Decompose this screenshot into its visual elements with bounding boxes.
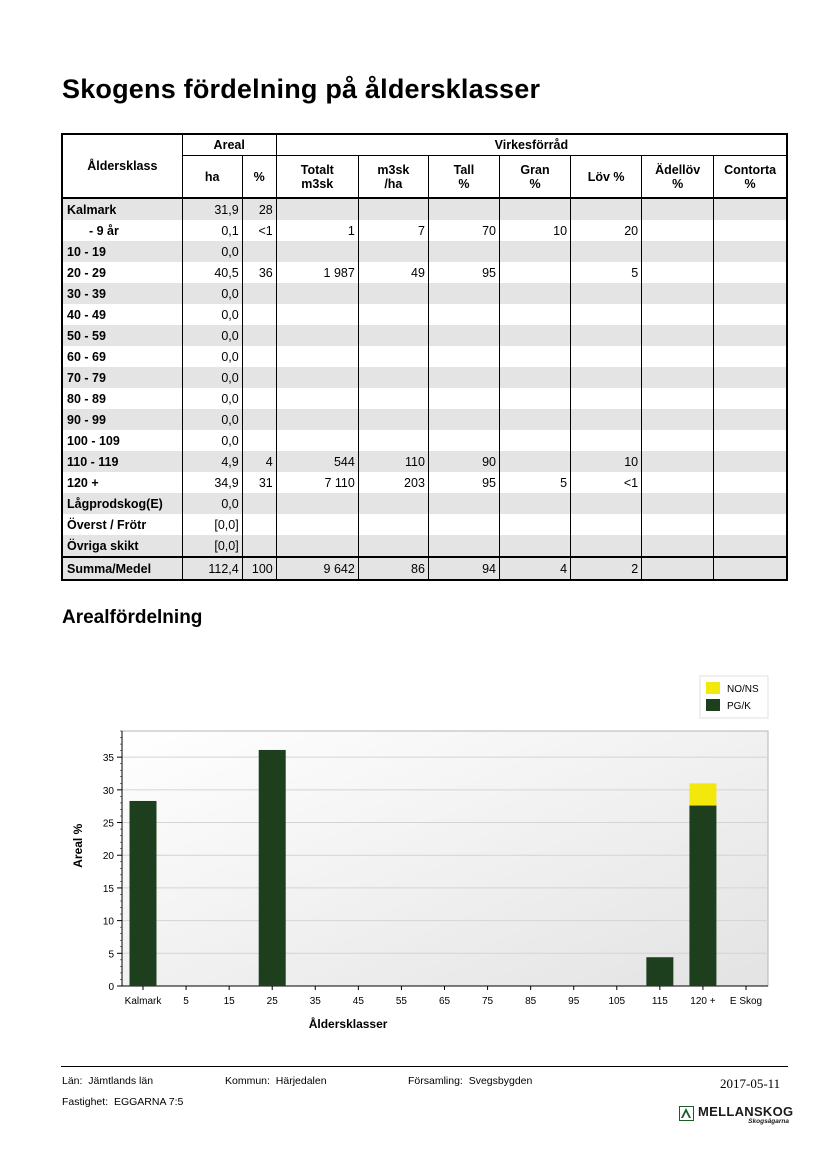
age-class-label: Lågprodskog(E) — [62, 493, 182, 514]
table-cell: 0,0 — [182, 346, 242, 367]
age-class-label: 60 - 69 — [62, 346, 182, 367]
table-cell — [428, 493, 499, 514]
plot-area — [122, 731, 768, 986]
tree-logo-icon — [679, 1106, 694, 1121]
table-cell — [242, 409, 276, 430]
table-cell — [358, 241, 428, 262]
total-cell: 4 — [499, 557, 570, 580]
x-tick-label: 115 — [651, 996, 668, 1007]
footer-kommun: Kommun: Härjedalen — [225, 1075, 327, 1087]
table-cell — [571, 283, 642, 304]
age-class-label: 40 - 49 — [62, 304, 182, 325]
table-cell: 31,9 — [182, 198, 242, 220]
table-cell: 40,5 — [182, 262, 242, 283]
table-cell — [499, 409, 570, 430]
table-cell — [428, 388, 499, 409]
table-cell — [499, 388, 570, 409]
table-cell: 4,9 — [182, 451, 242, 472]
table-cell — [499, 430, 570, 451]
column-header: % — [242, 156, 276, 199]
table-row — [62, 535, 787, 557]
table-cell — [428, 283, 499, 304]
table-cell — [571, 304, 642, 325]
legend-label: NO/NS — [727, 684, 759, 695]
table-cell — [714, 325, 787, 346]
table-row — [62, 493, 787, 514]
table-cell: 95 — [428, 472, 499, 493]
table-cell: 95 — [428, 262, 499, 283]
table-cell: 10 — [499, 220, 570, 241]
table-cell — [499, 283, 570, 304]
x-tick-label: 75 — [482, 996, 494, 1007]
table-cell: 31 — [242, 472, 276, 493]
table-cell — [242, 493, 276, 514]
table-cell: 5 — [499, 472, 570, 493]
table-cell — [642, 367, 714, 388]
table-cell — [358, 493, 428, 514]
table-cell — [276, 367, 358, 388]
x-tick-label: 55 — [395, 996, 407, 1007]
table-cell: 0,0 — [182, 241, 242, 262]
table-cell: 1 — [276, 220, 358, 241]
table-cell — [642, 262, 714, 283]
table-cell — [499, 367, 570, 388]
table-cell: 28 — [242, 198, 276, 220]
column-header: m3sk /ha — [358, 156, 428, 199]
table-cell: [0,0] — [182, 535, 242, 557]
y-tick-label: 10 — [102, 916, 114, 928]
table-cell: 0,0 — [182, 493, 242, 514]
table-cell — [642, 283, 714, 304]
total-cell: 94 — [428, 557, 499, 580]
age-class-label: 30 - 39 — [62, 283, 182, 304]
table-cell — [571, 367, 642, 388]
table-cell — [714, 241, 787, 262]
table-cell: 20 — [571, 220, 642, 241]
table-cell: 36 — [242, 262, 276, 283]
y-tick-label: 0 — [108, 982, 114, 993]
table-row — [62, 220, 787, 241]
x-tick-label: 35 — [309, 996, 321, 1007]
y-tick-label: 35 — [102, 753, 114, 765]
total-cell: 100 — [242, 557, 276, 580]
table-cell — [358, 409, 428, 430]
table-cell — [642, 304, 714, 325]
table-cell — [714, 493, 787, 514]
x-tick-label: 15 — [223, 996, 235, 1007]
table-cell: 0,0 — [182, 325, 242, 346]
table-cell — [642, 325, 714, 346]
table-cell: 70 — [428, 220, 499, 241]
table-cell — [714, 388, 787, 409]
table-row — [62, 388, 787, 409]
table-cell — [499, 514, 570, 535]
table-cell: 0,1 — [182, 220, 242, 241]
table-cell — [571, 535, 642, 557]
table-cell — [358, 198, 428, 220]
total-cell: 9 642 — [276, 557, 358, 580]
table-cell — [571, 409, 642, 430]
table-row — [62, 430, 787, 451]
table-cell — [714, 304, 787, 325]
area-distribution-chart — [60, 670, 780, 1040]
table-cell — [571, 325, 642, 346]
table-row — [62, 241, 787, 262]
table-cell — [242, 367, 276, 388]
y-tick-label: 25 — [102, 818, 114, 830]
table-cell — [276, 493, 358, 514]
table-cell — [499, 451, 570, 472]
table-cell — [642, 220, 714, 241]
age-class-label: Överst / Frötr — [62, 514, 182, 535]
table-cell — [499, 346, 570, 367]
table-row — [62, 304, 787, 325]
y-axis-label: Areal % — [71, 823, 85, 868]
footer-fastighet: Fastighet: EGGARNA 7:5 — [62, 1096, 184, 1108]
table-cell — [642, 388, 714, 409]
table-cell — [428, 430, 499, 451]
y-tick-label: 15 — [102, 883, 114, 895]
column-header: ha — [182, 156, 242, 199]
table-cell: 1 987 — [276, 262, 358, 283]
table-cell — [714, 451, 787, 472]
table-cell — [428, 346, 499, 367]
table-cell — [714, 472, 787, 493]
table-cell — [276, 346, 358, 367]
table-row — [62, 325, 787, 346]
table-cell — [358, 535, 428, 557]
table-cell — [642, 198, 714, 220]
table-cell — [642, 346, 714, 367]
table-cell — [242, 388, 276, 409]
table-cell — [714, 346, 787, 367]
table-cell — [428, 241, 499, 262]
table-cell — [571, 430, 642, 451]
age-class-label: 70 - 79 — [62, 367, 182, 388]
table-cell — [428, 514, 499, 535]
logo-name: MELLANSKOG — [698, 1104, 794, 1119]
table-cell — [499, 241, 570, 262]
table-cell — [358, 514, 428, 535]
table-row — [62, 472, 787, 493]
total-cell: 2 — [571, 557, 642, 580]
table-cell — [276, 430, 358, 451]
table-cell — [571, 198, 642, 220]
table-cell — [276, 283, 358, 304]
table-cell — [642, 409, 714, 430]
table-cell: 0,0 — [182, 367, 242, 388]
mellanskog-logo — [679, 1104, 794, 1130]
total-label: Summa/Medel — [62, 557, 182, 580]
table-cell: [0,0] — [182, 514, 242, 535]
x-tick-label: 120 + — [690, 996, 716, 1007]
table-cell — [714, 198, 787, 220]
x-tick-label: 95 — [568, 996, 580, 1007]
table-cell — [714, 409, 787, 430]
table-row — [62, 262, 787, 283]
age-class-label: Övriga skikt — [62, 535, 182, 557]
x-tick-label: 45 — [352, 996, 364, 1007]
x-tick-label: E Skog — [729, 996, 763, 1007]
x-tick-label: 65 — [438, 996, 451, 1007]
table-cell: 0,0 — [182, 304, 242, 325]
table-cell — [276, 388, 358, 409]
age-class-label: 110 - 119 — [62, 451, 182, 472]
table-cell — [358, 325, 428, 346]
table-cell — [714, 262, 787, 283]
table-cell — [276, 304, 358, 325]
table-row — [62, 198, 787, 220]
column-header: Tall % — [428, 156, 499, 199]
table-cell: 90 — [428, 451, 499, 472]
age-class-label: 80 - 89 — [62, 388, 182, 409]
x-tick-label: 25 — [266, 996, 278, 1007]
table-cell — [642, 430, 714, 451]
table-cell — [276, 241, 358, 262]
x-tick-label: 5 — [183, 996, 189, 1007]
column-header: Gran % — [499, 156, 570, 199]
age-class-label: 100 - 109 — [62, 430, 182, 451]
table-cell — [358, 304, 428, 325]
table-cell — [428, 535, 499, 557]
table-row — [62, 409, 787, 430]
x-tick-label: 85 — [525, 996, 537, 1007]
table-cell — [642, 241, 714, 262]
table-cell — [499, 535, 570, 557]
table-cell — [642, 535, 714, 557]
table-cell — [242, 430, 276, 451]
table-cell — [358, 388, 428, 409]
column-header: Löv % — [571, 156, 642, 199]
bar-pg-k — [259, 750, 286, 986]
table-cell — [428, 409, 499, 430]
table-row — [62, 451, 787, 472]
table-row — [62, 514, 787, 535]
y-tick-label: 5 — [108, 949, 114, 961]
logo-subtitle: Skogsägarna — [748, 1118, 789, 1125]
table-cell: 110 — [358, 451, 428, 472]
table-cell — [714, 283, 787, 304]
bar-pg-k — [689, 806, 716, 986]
table-cell: 10 — [571, 451, 642, 472]
table-cell — [571, 346, 642, 367]
table-cell — [714, 220, 787, 241]
table-cell — [358, 283, 428, 304]
table-cell — [642, 493, 714, 514]
age-class-label: Kalmark — [62, 198, 182, 220]
table-cell: 544 — [276, 451, 358, 472]
total-row — [62, 557, 787, 580]
table-cell — [276, 535, 358, 557]
table-cell: 7 110 — [276, 472, 358, 493]
bar-no-ns — [689, 783, 716, 805]
y-tick-label: 20 — [102, 851, 114, 863]
table-cell — [714, 535, 787, 557]
table-cell — [571, 241, 642, 262]
table-cell: 0,0 — [182, 388, 242, 409]
table-row — [62, 283, 787, 304]
table-cell — [276, 409, 358, 430]
total-cell: 86 — [358, 557, 428, 580]
table-cell — [242, 514, 276, 535]
header-age-class: Åldersklass — [62, 134, 182, 198]
table-cell — [242, 304, 276, 325]
table-row — [62, 367, 787, 388]
chart-title: Arealfördelning — [62, 607, 203, 628]
age-class-label: 10 - 19 — [62, 241, 182, 262]
column-header: Contorta % — [714, 156, 787, 199]
total-cell — [642, 557, 714, 580]
table-cell — [276, 514, 358, 535]
table-cell — [428, 198, 499, 220]
table-cell — [358, 430, 428, 451]
age-class-table — [61, 133, 788, 581]
table-cell: 34,9 — [182, 472, 242, 493]
table-cell — [499, 493, 570, 514]
table-row — [62, 346, 787, 367]
footer-divider — [61, 1066, 788, 1067]
table-cell — [242, 325, 276, 346]
header-virkesforrad: Virkesförråd — [276, 134, 787, 156]
table-cell: 0,0 — [182, 430, 242, 451]
legend-swatch — [706, 699, 720, 711]
table-cell — [642, 472, 714, 493]
header-areal: Areal — [182, 134, 276, 156]
table-cell — [428, 367, 499, 388]
table-cell: 5 — [571, 262, 642, 283]
footer-forsamling: Församling: Svegsbygden — [408, 1075, 533, 1087]
legend-swatch — [706, 682, 720, 694]
table-cell — [499, 198, 570, 220]
table-cell: 7 — [358, 220, 428, 241]
column-header: Totalt m3sk — [276, 156, 358, 199]
table-cell — [242, 535, 276, 557]
total-cell: 112,4 — [182, 557, 242, 580]
x-axis-label: Åldersklasser — [308, 1017, 388, 1031]
table-cell — [571, 514, 642, 535]
table-cell — [571, 388, 642, 409]
age-class-label: - 9 år — [62, 220, 182, 241]
table-cell: 0,0 — [182, 409, 242, 430]
table-cell — [428, 325, 499, 346]
table-cell — [428, 304, 499, 325]
table-cell — [499, 262, 570, 283]
footer-lan: Län: Jämtlands län — [62, 1075, 154, 1087]
column-header: Ädellöv % — [642, 156, 714, 199]
table-cell: <1 — [242, 220, 276, 241]
table-cell — [242, 283, 276, 304]
table-cell — [642, 514, 714, 535]
age-class-label: 120 + — [62, 472, 182, 493]
total-cell — [714, 557, 787, 580]
table-cell — [276, 198, 358, 220]
table-cell — [242, 241, 276, 262]
age-class-label: 90 - 99 — [62, 409, 182, 430]
table-cell — [642, 451, 714, 472]
legend-label: PG/K — [727, 701, 751, 712]
table-cell — [571, 493, 642, 514]
table-cell — [358, 367, 428, 388]
x-tick-label: 105 — [608, 996, 626, 1007]
page-title: Skogens fördelning på åldersklasser — [62, 74, 541, 104]
table-cell: <1 — [571, 472, 642, 493]
age-class-label: 50 - 59 — [62, 325, 182, 346]
table-cell — [714, 367, 787, 388]
table-cell: 203 — [358, 472, 428, 493]
table-cell: 4 — [242, 451, 276, 472]
table-cell — [499, 325, 570, 346]
table-cell — [714, 514, 787, 535]
x-tick-label: Kalmark — [124, 996, 162, 1007]
bar-pg-k — [130, 801, 157, 986]
table-cell — [499, 304, 570, 325]
table-cell — [714, 430, 787, 451]
table-cell: 49 — [358, 262, 428, 283]
table-cell — [358, 346, 428, 367]
bar-pg-k — [646, 957, 673, 986]
table-cell: 0,0 — [182, 283, 242, 304]
table-cell — [276, 325, 358, 346]
table-cell — [242, 346, 276, 367]
age-class-label: 20 - 29 — [62, 262, 182, 283]
y-tick-label: 30 — [102, 785, 114, 797]
footer-date: 2017-05-11 — [720, 1076, 781, 1091]
